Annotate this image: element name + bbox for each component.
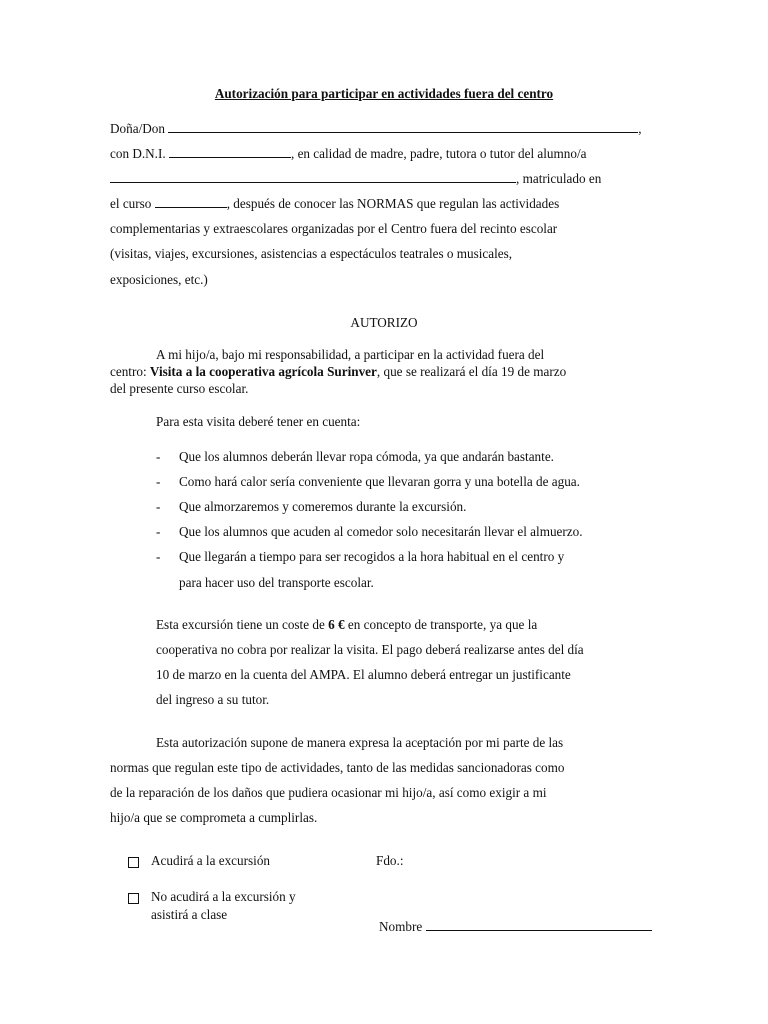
bullet-continuation: para hacer uso del transporte escolar.: [179, 575, 374, 590]
not-attend-label-1: No acudirá a la excursión y: [151, 889, 296, 904]
signature-label: Fdo.:: [376, 853, 404, 868]
bullet-text: Que almorzaremos y comeremos durante la excursión.: [179, 499, 467, 514]
dni-line-rest: , en calidad de madre, padre, tutora o tutor del alumno/a: [290, 146, 587, 161]
cost-amount: 6 €: [328, 617, 345, 632]
name-line-comma: ,: [638, 121, 642, 136]
dni-field[interactable]: [169, 146, 291, 158]
activity-line-1: A mi hijo/a, bajo mi responsabilidad, a participar en la actividad fuera del: [156, 347, 545, 362]
bullet-text: Como hará calor sería conveniente que llevaran gorra y una botella de agua.: [179, 474, 580, 489]
notes-intro: Para esta visita deberé tener en cuenta:: [156, 414, 361, 429]
name-signature-field[interactable]: [426, 919, 652, 931]
bullet-text: Que los alumnos deberán llevar ropa cómoda, ya que andarán bastante.: [179, 449, 554, 464]
cost-line-3: 10 de marzo en la cuenta del AMPA. El alumno deberá entregar un justificante: [156, 667, 571, 682]
bullet-dash: -: [156, 524, 161, 539]
form-text-line-7: exposiciones, etc.): [110, 272, 208, 287]
not-attend-checkbox[interactable]: [128, 893, 139, 904]
acceptance-line-1: Esta autorización supone de manera expresa la aceptación por mi parte de las: [156, 735, 564, 750]
cost-line-4: del ingreso a su tutor.: [156, 692, 270, 707]
student-line: [110, 171, 601, 187]
student-name-field[interactable]: [110, 171, 516, 183]
name-line: [110, 121, 642, 137]
activity-date: , que se realizará el día 19 de marzo: [376, 364, 567, 379]
cost-prefix: Esta excursión tiene un coste de: [156, 617, 329, 632]
name-signature-line: [379, 919, 652, 935]
cost-line-2: cooperativa no cobra por realizar la visita. El pago deberá realizarse antes del día: [156, 642, 584, 657]
bullet-text: Que llegarán a tiempo para ser recogidos a la hora habitual en el centro y: [179, 549, 565, 564]
form-text-line-6: (visitas, viajes, excursiones, asistencias a espectáculos teatrales o musicales,: [110, 246, 513, 261]
acceptance-line-2: normas que regulan este tipo de actividades, tanto de las medidas sancionadoras como: [110, 760, 565, 775]
bullet-text: Que los alumnos que acuden al comedor solo necesitarán llevar el almuerzo.: [179, 524, 583, 539]
name-signature-label: Nombre: [379, 919, 423, 934]
not-attend-label-2: asistirá a clase: [151, 907, 228, 922]
form-text-line-5: complementarias y extraescolares organizadas por el Centro fuera del recinto escolar: [110, 221, 558, 236]
student-line-rest: , matriculado en: [516, 171, 602, 186]
activity-line-3: del presente curso escolar.: [110, 381, 249, 396]
attend-label: Acudirá a la excursión: [151, 853, 271, 868]
cost-line-1: [156, 617, 537, 633]
course-line: [110, 196, 559, 212]
acceptance-line-4: hijo/a que se comprometa a cumplirlas.: [110, 810, 318, 825]
name-field[interactable]: [168, 121, 638, 133]
attend-checkbox[interactable]: [128, 857, 139, 868]
bullet-dash: -: [156, 499, 161, 514]
activity-prefix: centro:: [110, 364, 150, 379]
bullet-dash: -: [156, 449, 161, 464]
authorize-heading: AUTORIZO: [350, 315, 418, 330]
document-title: Autorización para participar en actividades fuera del centro: [214, 86, 554, 101]
dni-label: con D.N.I.: [110, 146, 166, 161]
acceptance-line-3: de la reparación de los daños que pudiera ocasionar mi hijo/a, así como exigir a mi: [110, 785, 547, 800]
dni-line: [110, 146, 586, 162]
activity-name: Visita a la cooperativa agrícola Surinver: [149, 364, 377, 379]
activity-line-2: [110, 364, 566, 380]
name-label: Doña/Don: [110, 121, 165, 136]
course-label: el curso: [110, 196, 152, 211]
bullet-dash: -: [156, 549, 161, 564]
course-line-rest: , después de conocer las NORMAS que regulan las actividades: [226, 196, 560, 211]
course-field[interactable]: [155, 196, 227, 208]
bullet-dash: -: [156, 474, 161, 489]
cost-suffix: en concepto de transporte, ya que la: [344, 617, 538, 632]
